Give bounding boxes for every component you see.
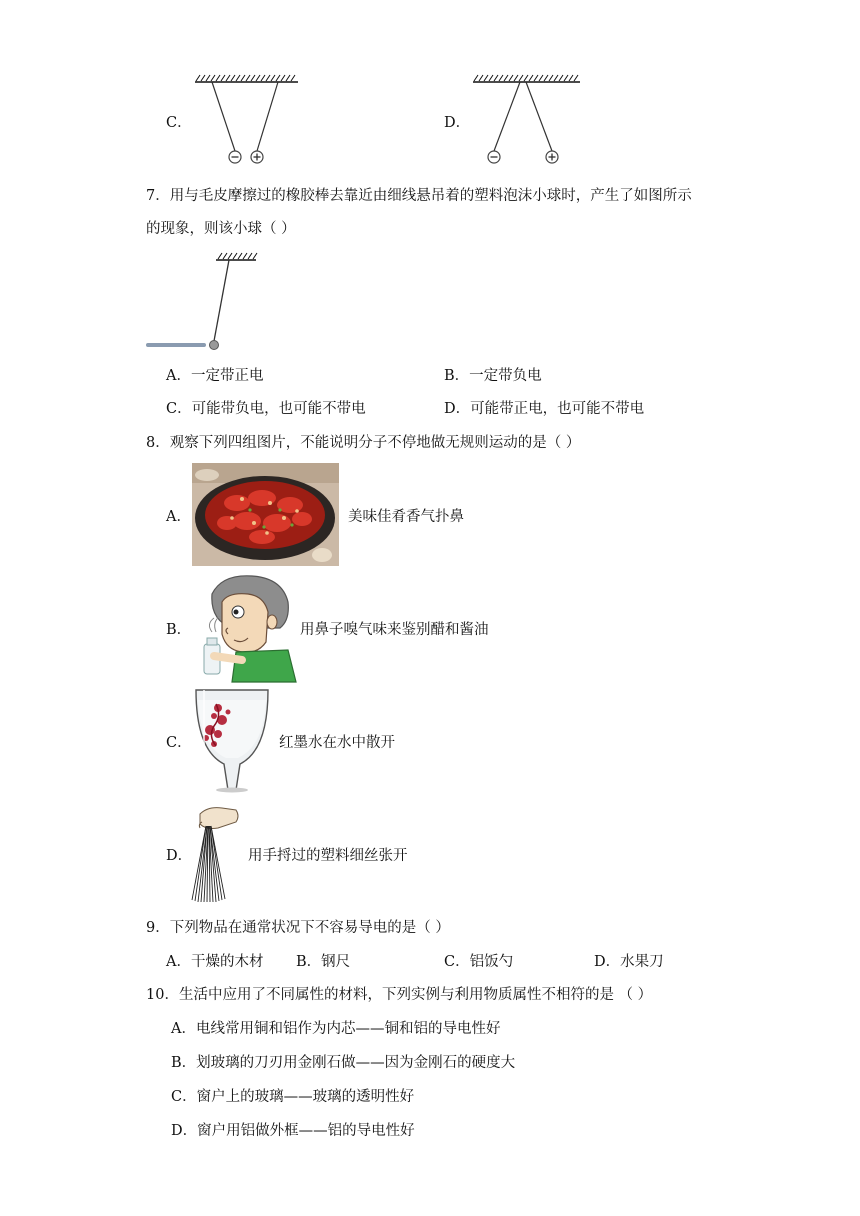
boy-sniffing-bottle-image	[192, 572, 296, 682]
q8-option-c-letter: C．	[166, 735, 192, 751]
q6-option-d-label: D．	[444, 115, 471, 131]
q8-option-b-letter: B．	[166, 622, 192, 638]
q7-option-d: D．可能带正电，也可能不带电	[444, 401, 645, 417]
q7-option-b: B．一定带负电	[444, 368, 542, 384]
q10-option-b: B．划玻璃的刀刃用金刚石做——因为金刚石的硬度大	[171, 1055, 516, 1071]
red-ink-in-glass-image	[192, 686, 272, 792]
q10-option-d: D．窗户用铝做外框——铝的导电性好	[171, 1123, 415, 1139]
q7-stem-line2: 的现象，则该小球（ ）	[146, 221, 296, 237]
q7-option-a: A．一定带正电	[166, 368, 264, 384]
q8-option-c-caption: 红墨水在水中散开	[279, 735, 395, 751]
q8-option-b-caption: 用鼻子嗅气味来鉴别醋和酱油	[300, 622, 489, 638]
q8-option-d-letter: D．	[166, 848, 193, 864]
q8-stem: 8．观察下列四组图片，不能说明分子不停地做无规则运动的是（ ）	[146, 435, 581, 451]
q9-option-b: B．钢尺	[296, 954, 351, 970]
crayfish-dish-image	[192, 463, 339, 566]
q10-option-c: C．窗户上的玻璃——玻璃的透明性好	[171, 1089, 415, 1105]
q7-rod-and-ball-figure	[144, 250, 264, 352]
q9-option-c: C．铝饭勺	[444, 954, 514, 970]
q10-option-a: A．电线常用铜和铝作为内芯——铜和铝的导电性好	[171, 1021, 501, 1037]
q7-stem-line1: 7．用与毛皮摩擦过的橡胶棒去靠近由细线悬吊着的塑料泡沫小球时，产生了如图所示	[146, 188, 692, 204]
q9-option-a: A．干燥的木材	[166, 954, 264, 970]
q6-option-c-label: C．	[166, 115, 192, 131]
q8-option-a-letter: A．	[166, 509, 191, 525]
q8-option-a-caption: 美味佳肴香气扑鼻	[348, 509, 464, 525]
q7-option-c: C．可能带负电，也可能不带电	[166, 401, 366, 417]
hand-plastic-strings-image	[188, 804, 240, 904]
q9-option-d: D．水果刀	[594, 954, 664, 970]
q6-option-c-figure	[190, 72, 310, 170]
q6-option-d-figure	[468, 72, 588, 170]
q9-stem: 9．下列物品在通常状况下不容易导电的是（ ）	[146, 920, 450, 936]
q10-stem: 10．生活中应用了不同属性的材料，下列实例与利用物质属性不相符的是 （ ）	[146, 987, 653, 1003]
q8-option-d-caption: 用手捋过的塑料细丝张开	[248, 848, 408, 864]
